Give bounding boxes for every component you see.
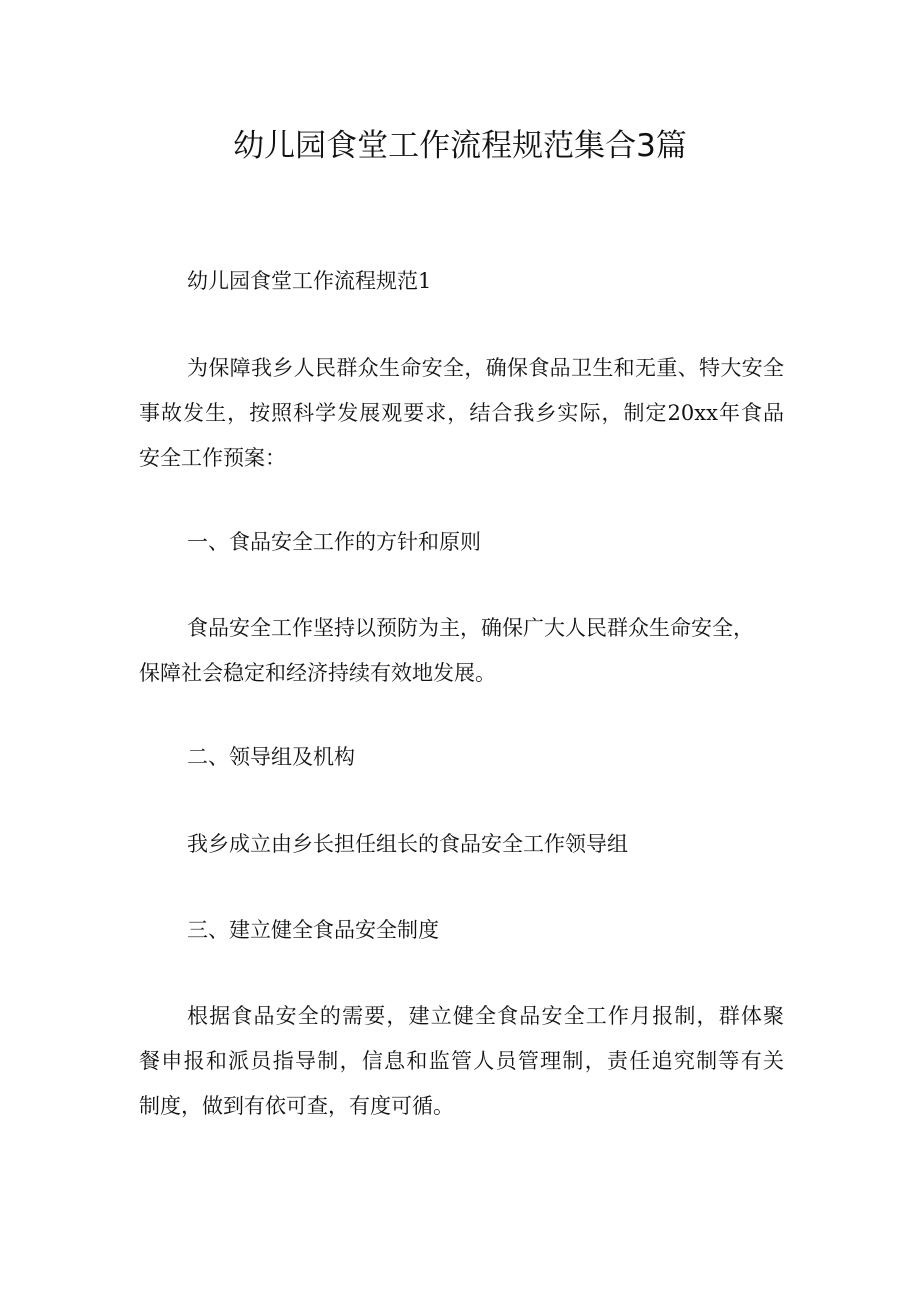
section-2-paragraph: 我乡成立由乡长担任组长的食品安全工作领导组 [187, 832, 628, 856]
section-3-line-1: 根据食品安全的需要，建立健全食品安全工作月报制，群体聚 [187, 1004, 784, 1028]
article-subtitle: 幼儿园食堂工作流程规范1 [187, 269, 432, 293]
section-3-paragraph [139, 994, 784, 1129]
section-1-line-1: 食品安全工作坚持以预防为主，确保广大人民群众生命安全， [187, 616, 754, 640]
intro-paragraph [139, 346, 784, 481]
section-1-heading: 一、食品安全工作的方针和原则 [187, 530, 481, 554]
section-3-line-2: 餐申报和派员指导制，信息和监管人员管理制，责任追究制等有关 [139, 1049, 784, 1073]
section-3-heading: 三、建立健全食品安全制度 [187, 918, 439, 942]
section-2-heading: 二、领导组及机构 [187, 745, 355, 769]
section-1-paragraph [139, 606, 784, 696]
intro-line-2: 事故发生，按照科学发展观要求，结合我乡实际，制定20xx年食品 [139, 401, 784, 425]
document-title: 幼儿园食堂工作流程规范集合3篇 [233, 128, 687, 164]
section-1-line-2: 保障社会稳定和经济持续有效地发展。 [139, 661, 496, 685]
intro-line-3: 安全工作预案： [139, 446, 286, 470]
intro-line-1: 为保障我乡人民群众生命安全，确保食品卫生和无重、特大安全 [187, 356, 784, 380]
section-3-line-3: 制度，做到有依可查，有度可循。 [139, 1094, 454, 1118]
